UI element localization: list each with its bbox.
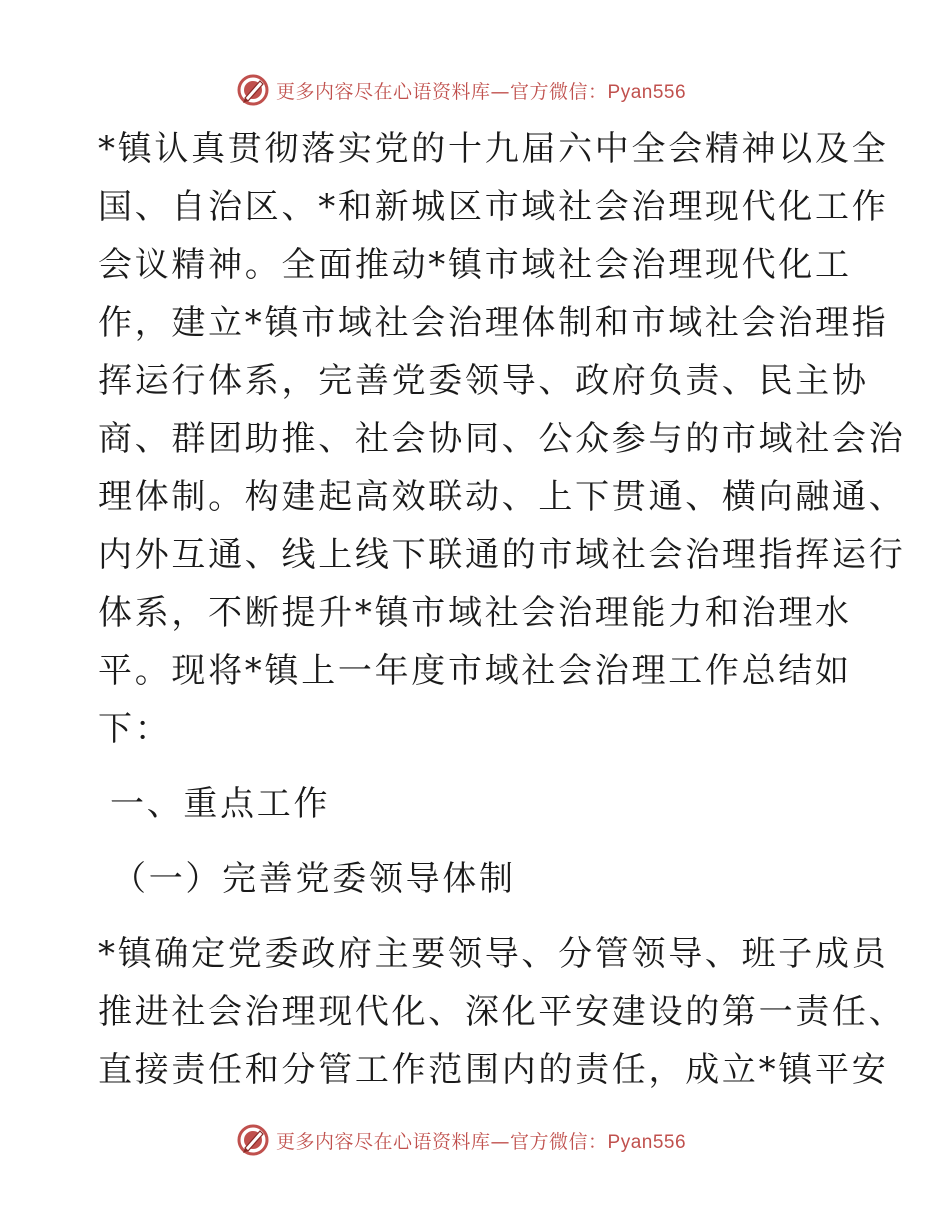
document-body (98, 120, 906, 1099)
text-line: 下： (98, 709, 172, 749)
text-line: 理体制。构建起高效联动、上下贯通、横向融通、 (98, 477, 906, 517)
text-line: *镇确定党委政府主要领导、分管领导、班子成员 (98, 934, 889, 974)
body-paragraph (98, 925, 906, 1099)
text-line: 体系，不断提升*镇市域社会治理能力和治理水 (98, 593, 852, 633)
watermark-text: 更多内容尽在心语资料库—官方微信：Pyan556 (276, 80, 687, 103)
intro-paragraph (98, 120, 906, 758)
text-line: 会议精神。全面推动*镇市域社会治理现代化工 (98, 245, 852, 285)
text-line: *镇认真贯彻落实党的十九届六中全会精神以及全 (98, 129, 889, 169)
text-line: 国、自治区、*和新城区市域社会治理现代化工作 (98, 187, 889, 227)
text-line: 平。现将*镇上一年度市域社会治理工作总结如 (98, 651, 852, 691)
text-line: 推进社会治理现代化、深化平安建设的第一责任、 (98, 992, 906, 1032)
watermark-text: 更多内容尽在心语资料库—官方微信：Pyan556 (276, 1130, 687, 1153)
text-line: 商、群团助推、社会协同、公众参与的市域社会治 (98, 419, 906, 459)
pen-logo-icon (236, 73, 270, 107)
watermark-footer (236, 1122, 686, 1158)
subsection-heading-party-leadership: （一）完善党委领导体制 (112, 859, 516, 899)
pen-logo-icon (236, 1123, 270, 1157)
text-line: 内外互通、线上线下联通的市域社会治理指挥运行 (98, 535, 906, 575)
watermark-header (236, 72, 686, 108)
text-line: 直接责任和分管工作范围内的责任，成立*镇平安 (98, 1050, 889, 1090)
text-line: 作，建立*镇市域社会治理体制和市域社会治理指 (98, 303, 889, 343)
section-heading-key-work: 一、重点工作 (110, 784, 331, 824)
text-line: 挥运行体系，完善党委领导、政府负责、民主协 (98, 361, 869, 401)
